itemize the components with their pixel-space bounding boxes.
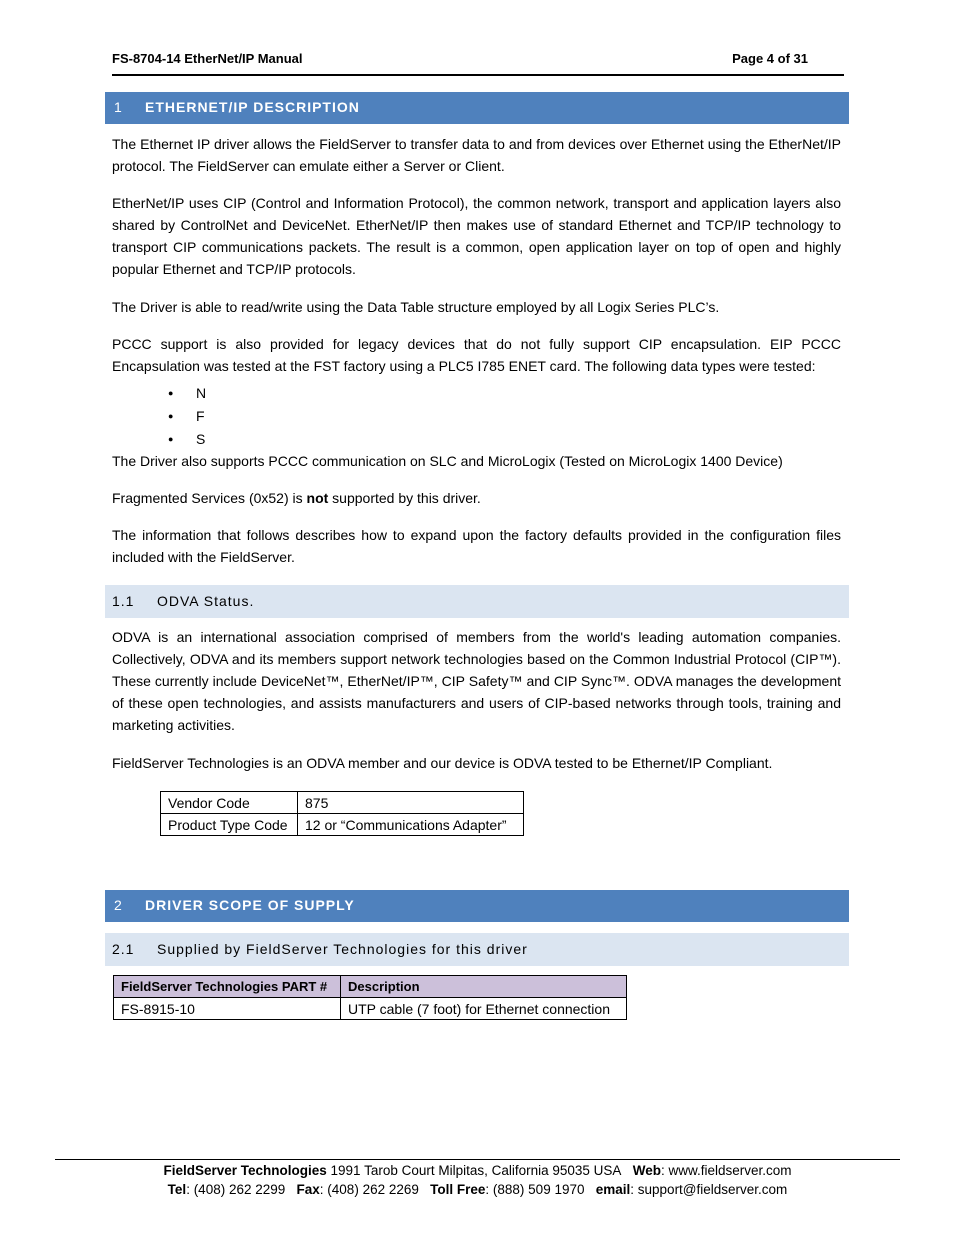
- table-header-row: [114, 976, 627, 998]
- paragraph-micrologix: The Driver also supports PCCC communication on SLC and MicroLogix (Tested on MicroLogix 1400 Device): [112, 453, 783, 469]
- section-title: Supplied by FieldServer Technologies for this driver: [157, 941, 528, 957]
- section-heading-2: [105, 890, 849, 922]
- paragraph-intro: The Ethernet IP driver allows the FieldServer to transfer data to and from devices over Ethernet using the EtherNet/IP protocol. The FieldServer can emulate either a Server or Client.: [112, 136, 841, 174]
- footer-line-2: [55, 1182, 900, 1197]
- section-title: ETHERNET/IP DESCRIPTION: [145, 99, 360, 115]
- table-row: [161, 814, 524, 836]
- footer-company: FieldServer Technologies: [163, 1163, 327, 1178]
- footer-tollfree-label: Toll Free: [430, 1182, 486, 1197]
- section-number: 1.1: [112, 593, 135, 609]
- section-heading-2-1: [105, 933, 849, 966]
- column-header: Description: [341, 976, 627, 998]
- footer-address: 1991 Tarob Court Milpitas, California 95035 USA: [326, 1163, 622, 1178]
- section-title: ODVA Status.: [157, 593, 255, 609]
- document-title: FS-8704-14 EtherNet/IP Manual: [112, 51, 303, 66]
- text-run: supported by this driver.: [328, 490, 481, 506]
- table-cell: FS-8915-10: [114, 998, 341, 1020]
- list-item: ● F: [168, 405, 206, 428]
- section-number: 2.1: [112, 941, 135, 957]
- paragraph-odva: ODVA is an international association comprised of members from the world's leading automation companies. Collectively, ODVA and its members support network technologies based on the Common Industrial Protocol (CIP™). These currently include DeviceNet™, EtherNet/IP™, CIP Safety™ and CIP Sync™. ODVA manages the development of these open technologies, and assists manufacturers and users of CIP-based networks through tools, training and marketing activities.: [112, 629, 841, 733]
- column-header: FieldServer Technologies PART #: [114, 976, 341, 998]
- section-heading-1: [105, 92, 849, 124]
- footer-email-label: email: [595, 1182, 631, 1197]
- table-cell: 875: [298, 792, 524, 814]
- page-number: Page 4 of 31: [732, 51, 808, 66]
- table-cell: Vendor Code: [161, 792, 298, 814]
- list-item: ● N: [168, 382, 206, 405]
- data-type-list: [168, 382, 206, 451]
- table-cell: 12 or “Communications Adapter”: [298, 814, 524, 836]
- footer-tel: : (408) 262 2299: [186, 1182, 286, 1197]
- footer-web: : www.fieldserver.com: [660, 1163, 792, 1178]
- paragraph-pccc: PCCC support is also provided for legacy devices that do not fully support CIP encapsulation. EIP PCCC Encapsulation was tested at the FST factory using a PLC5 I785 ENET card. The following data types were tested:: [112, 336, 841, 374]
- section-number: 1: [114, 99, 123, 115]
- footer-divider: [55, 1159, 900, 1160]
- table-row: [114, 998, 627, 1020]
- odva-table: [160, 791, 524, 836]
- footer-tollfree: : (888) 509 1970: [485, 1182, 585, 1197]
- paragraph-cip: EtherNet/IP uses CIP (Control and Information Protocol), the common network, transport and application layers also shared by ControlNet and DeviceNet. EtherNet/IP then makes use of standard Ethernet and TCP/IP technology to transport CIP communications packets. The result is a common, open application layer on top of open and highly popular Ethernet and TCP/IP protocols.: [112, 195, 841, 277]
- text-bold: not: [306, 490, 329, 506]
- footer-tel-label: Tel: [167, 1182, 187, 1197]
- table-row: [161, 792, 524, 814]
- footer-email: : support@fieldserver.com: [630, 1182, 788, 1197]
- table-cell: UTP cable (7 foot) for Ethernet connection: [341, 998, 627, 1020]
- text-run: Fragmented Services (0x52) is: [112, 490, 307, 506]
- footer-fax: : (408) 262 2269: [319, 1182, 419, 1197]
- list-item: ● S: [168, 428, 206, 451]
- footer-line-1: [55, 1163, 900, 1178]
- footer-web-label: Web: [632, 1163, 661, 1178]
- paragraph-logix: The Driver is able to read/write using the Data Table structure employed by all Logix Series PLC’s.: [112, 299, 720, 315]
- page-header: [112, 50, 844, 76]
- table-cell: Product Type Code: [161, 814, 298, 836]
- paragraph-fragmented: [112, 487, 841, 509]
- section-heading-1-1: [105, 585, 849, 618]
- supply-table: [113, 975, 627, 1020]
- footer-fax-label: Fax: [296, 1182, 320, 1197]
- section-title: DRIVER SCOPE OF SUPPLY: [145, 897, 355, 913]
- paragraph-info: The information that follows describes how to expand upon the factory defaults provided in the configuration files included with the FieldServer.: [112, 527, 841, 565]
- paragraph-odva-member: FieldServer Technologies is an ODVA member and our device is ODVA tested to be Ethernet/IP Compliant.: [112, 755, 773, 771]
- section-number: 2: [114, 897, 123, 913]
